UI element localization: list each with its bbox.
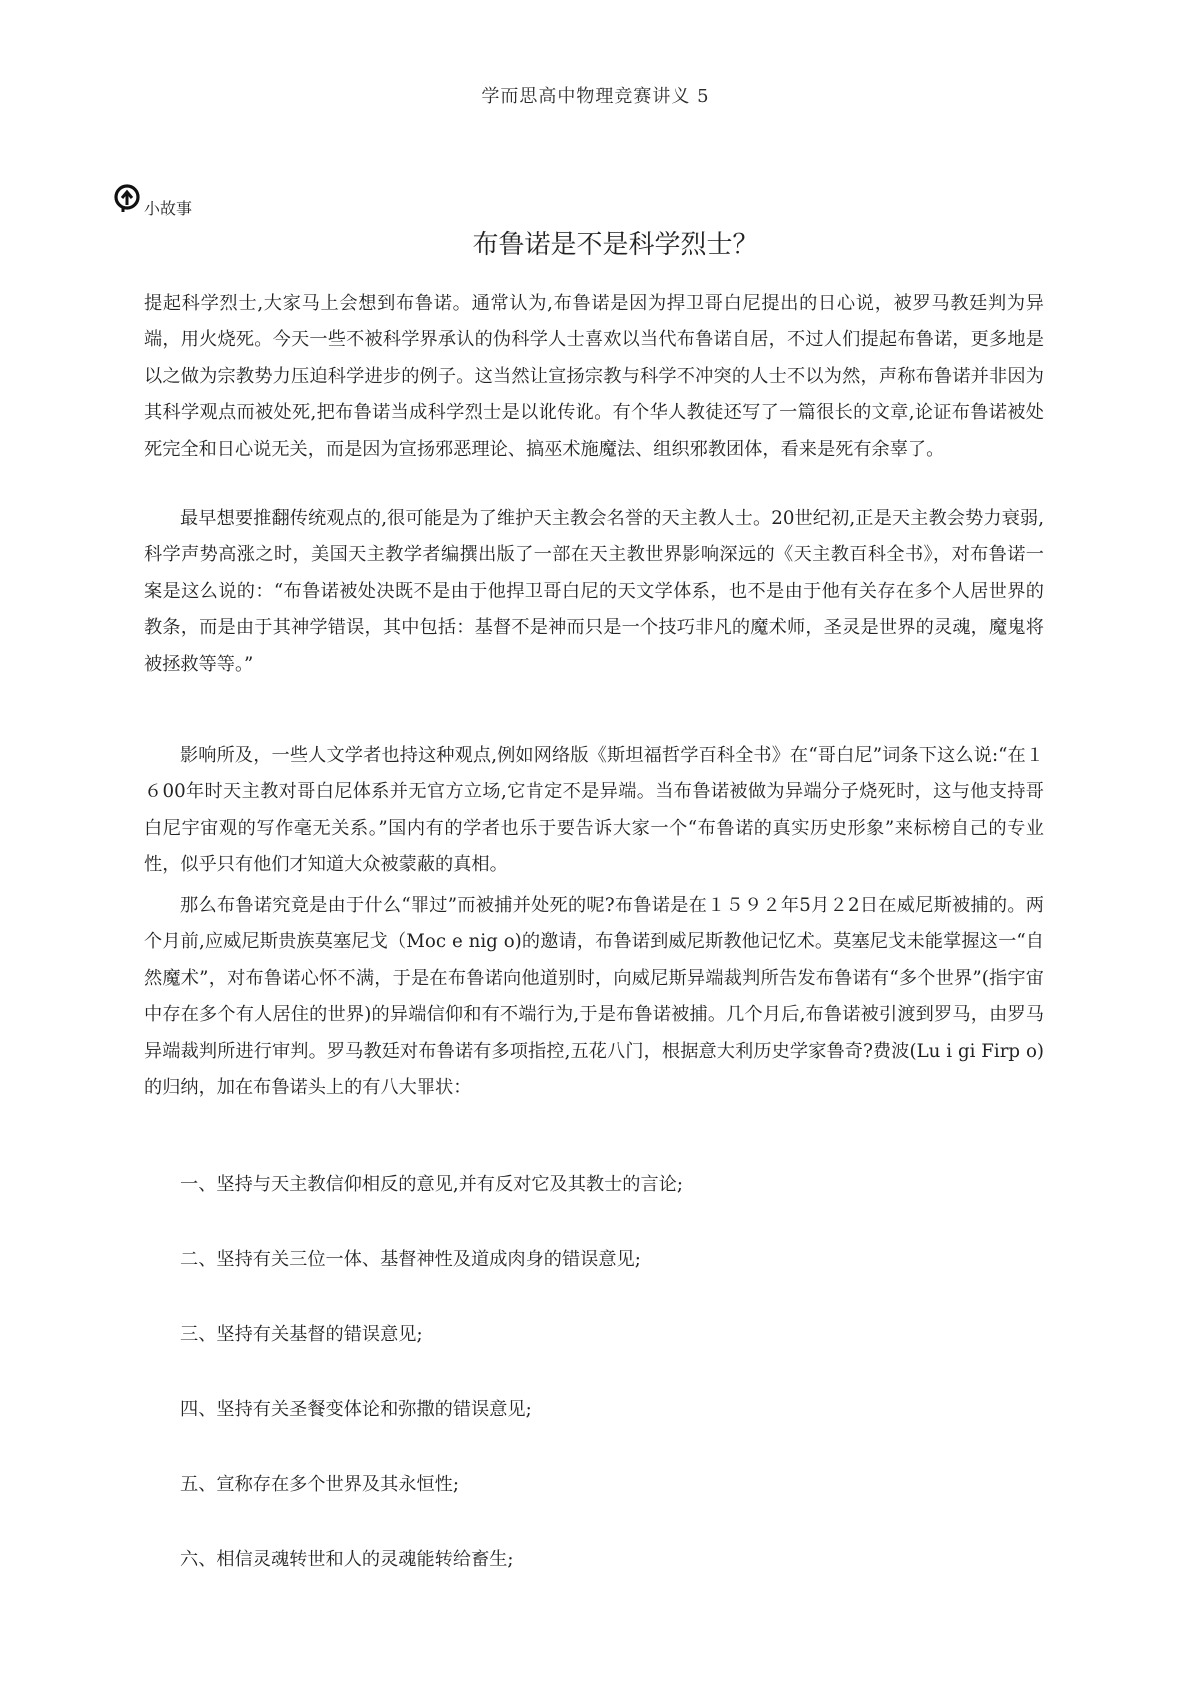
charge-item: 四、坚持有关圣餐变体论和弥撒的错误意见; <box>180 1399 532 1420</box>
circular-arrow-icon <box>112 183 142 213</box>
paragraph-4-block <box>144 888 1044 1106</box>
charge-item: 二、坚持有关三位一体、基督神性及道成肉身的错误意见; <box>180 1249 641 1270</box>
paragraph: 提起科学烈士,大家马上会想到布鲁诺。通常认为,布鲁诺是因为捍卫哥白尼提出的日心说，被罗马教廷判为异端，用火烧死。今天一些不被科学界承认的伪科学人士喜欢以当代布鲁诺自居，不过人们提起布鲁诺，更多地是以之做为宗教势力压迫科学进步的例子。这当然让宣扬宗教与科学不冲突的人士不以为然，声称布鲁诺并非因为其科学观点而被处死,把布鲁诺当成科学烈士是以讹传讹。有个华人教徒还写了一篇很长的文章,论证布鲁诺被处死完全和日心说无关，而是因为宣扬邪恶理论、搞巫术施魔法、组织邪教团体，看来是死有余辜了。 <box>144 293 1044 460</box>
paragraph: 影响所及，一些人文学者也持这种观点,例如网络版《斯坦福哲学百科全书》在“哥白尼”词条下这么说:“在１６00年时天主教对哥白尼体系并无官方立场,它肯定不是异端。当布鲁诺被做为异端分子烧死时，这与他支持哥白尼宇宙观的写作毫无关系。”国内有的学者也乐于要告诉大家一个“布鲁诺的真实历史形象”来标榜自己的专业性，似乎只有他们才知道大众被蒙蔽的真相。 <box>144 745 1044 876</box>
paragraph-3-block <box>144 738 1044 884</box>
paragraph-2-block <box>144 501 1044 683</box>
paragraph: 最早想要推翻传统观点的,很可能是为了维护天主教会名誉的天主教人士。20世纪初,正是天主教会势力衰弱,科学声势高涨之时，美国天主教学者编撰出版了一部在天主教世界影响深远的《天主教百科全书》，对布鲁诺一案是这么说的：“布鲁诺被处决既不是由于他捍卫哥白尼的天文学体系，也不是由于他有关存在多个人居世界的教条，而是由于其神学错误，其中包括：基督不是神而只是一个技巧非凡的魔术师，圣灵是世界的灵魂，魔鬼将被拯救等等。” <box>144 508 1044 675</box>
charge-item: 三、坚持有关基督的错误意见; <box>180 1324 423 1345</box>
charge-item: 六、相信灵魂转世和人的灵魂能转给畜生; <box>180 1549 514 1570</box>
section-tag <box>112 183 193 218</box>
page-header: 学而思高中物理竞赛讲义 5 <box>481 86 710 107</box>
charge-item: 一、坚持与天主教信仰相反的意见,并有反对它及其教士的言论; <box>180 1174 683 1195</box>
charge-item: 五、宣称存在多个世界及其永恒性; <box>180 1474 459 1495</box>
section-label: 小故事 <box>144 199 193 218</box>
paragraph: 那么布鲁诺究竟是由于什么“罪过”而被捕并处死的呢?布鲁诺是在１５９２年5月２2日在威尼斯被捕的。两个月前,应威尼斯贵族莫塞尼戈（Moc e nig o)的邀请，布鲁诺到威尼斯教他记忆术。莫塞尼戈未能掌握这一“自然魔术”，对布鲁诺心怀不满，于是在布鲁诺向他道别时，向威尼斯异端裁判所告发布鲁诺有“多个世界”(指宇宙中存在多个有人居住的世界)的异端信仰和有不端行为,于是布鲁诺被捕。几个月后,布鲁诺被引渡到罗马，由罗马异端裁判所进行审判。罗马教廷对布鲁诺有多项指控,五花八门，根据意大利历史学家鲁奇?费波(Lu i gi Firp o) 的归纳，加在布鲁诺头上的有八大罪状： <box>144 895 1044 1099</box>
paragraph-1-block <box>144 286 1044 468</box>
article-title: 布鲁诺是不是科学烈士？ <box>472 230 759 260</box>
